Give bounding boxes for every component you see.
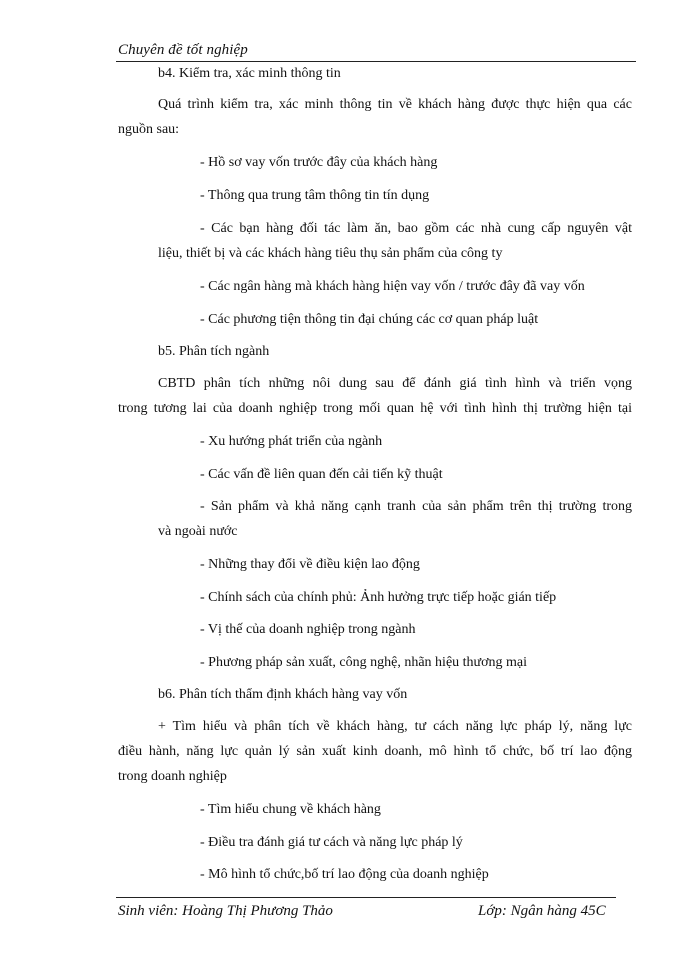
paragraph-line: trong doanh nghiệp [118, 769, 227, 784]
section-heading-b5: b5. Phân tích ngành [158, 344, 270, 359]
paragraph-line: điều hành, năng lực quản lý sản xuất kinh doanh, mô hình tổ chức, bố trí lao động [118, 744, 632, 759]
list-item: - Hồ sơ vay vốn trước đây của khách hàng [200, 155, 438, 170]
list-item-continuation: và ngoài nước [158, 524, 238, 539]
section-heading-b6: b6. Phân tích thẩm định khách hàng vay vốn [158, 687, 408, 702]
list-item: - Những thay đổi về điều kiện lao động [200, 557, 420, 572]
paragraph-line: trong tương lai của doanh nghiệp trong mối quan hệ với tình hình thị trường hiện tại [118, 401, 632, 416]
list-item: - Phương pháp sản xuất, công nghệ, nhãn hiệu thương mại [200, 655, 528, 670]
list-item-continuation: liệu, thiết bị và các khách hàng tiêu thụ sản phẩm của công ty [158, 246, 503, 261]
header-divider [116, 61, 636, 62]
list-item: - Vị thế của doanh nghiệp trong ngành [200, 622, 416, 637]
document-header-title: Chuyên đề tốt nghiệp [118, 42, 248, 58]
list-item: - Các ngân hàng mà khách hàng hiện vay vốn / trước đây đã vay vốn [200, 279, 585, 294]
paragraph-line: CBTD phân tích những nôi dung sau để đánh giá tình hình và triển vọng [158, 376, 632, 391]
list-item: - Chính sách của chính phủ: Ảnh hưởng trực tiếp hoặc gián tiếp [200, 590, 557, 605]
list-item: - Các vấn đề liên quan đến cải tiến kỹ thuật [200, 467, 443, 482]
section-heading-b4: b4. Kiểm tra, xác minh thông tin [158, 66, 341, 81]
list-item: - Xu hướng phát triển của ngành [200, 434, 383, 449]
list-item: - Sản phẩm và khả năng cạnh tranh của sản phẩm trên thị trường trong [200, 499, 632, 514]
footer-divider [116, 897, 616, 898]
list-item: - Điều tra đánh giá tư cách và năng lực pháp lý [200, 835, 463, 850]
list-item: - Tìm hiểu chung về khách hàng [200, 802, 381, 817]
footer-class: Lớp: Ngân hàng 45C [478, 903, 606, 919]
list-item: - Mô hình tổ chức,bố trí lao động của doanh nghiệp [200, 867, 489, 882]
list-item: - Thông qua trung tâm thông tin tín dụng [200, 188, 430, 203]
list-item: - Các bạn hàng đối tác làm ăn, bao gồm các nhà cung cấp nguyên vật [200, 221, 632, 236]
paragraph-line: nguồn sau: [118, 122, 180, 137]
paragraph-line: + Tìm hiểu và phân tích về khách hàng, tư cách năng lực pháp lý, năng lực [158, 719, 632, 734]
paragraph-line: Quá trình kiểm tra, xác minh thông tin về khách hàng được thực hiện qua các [158, 97, 632, 112]
footer-student-name: Sinh viên: Hoàng Thị Phương Thảo [118, 903, 333, 919]
list-item: - Các phương tiện thông tin đại chúng các cơ quan pháp luật [200, 312, 539, 327]
